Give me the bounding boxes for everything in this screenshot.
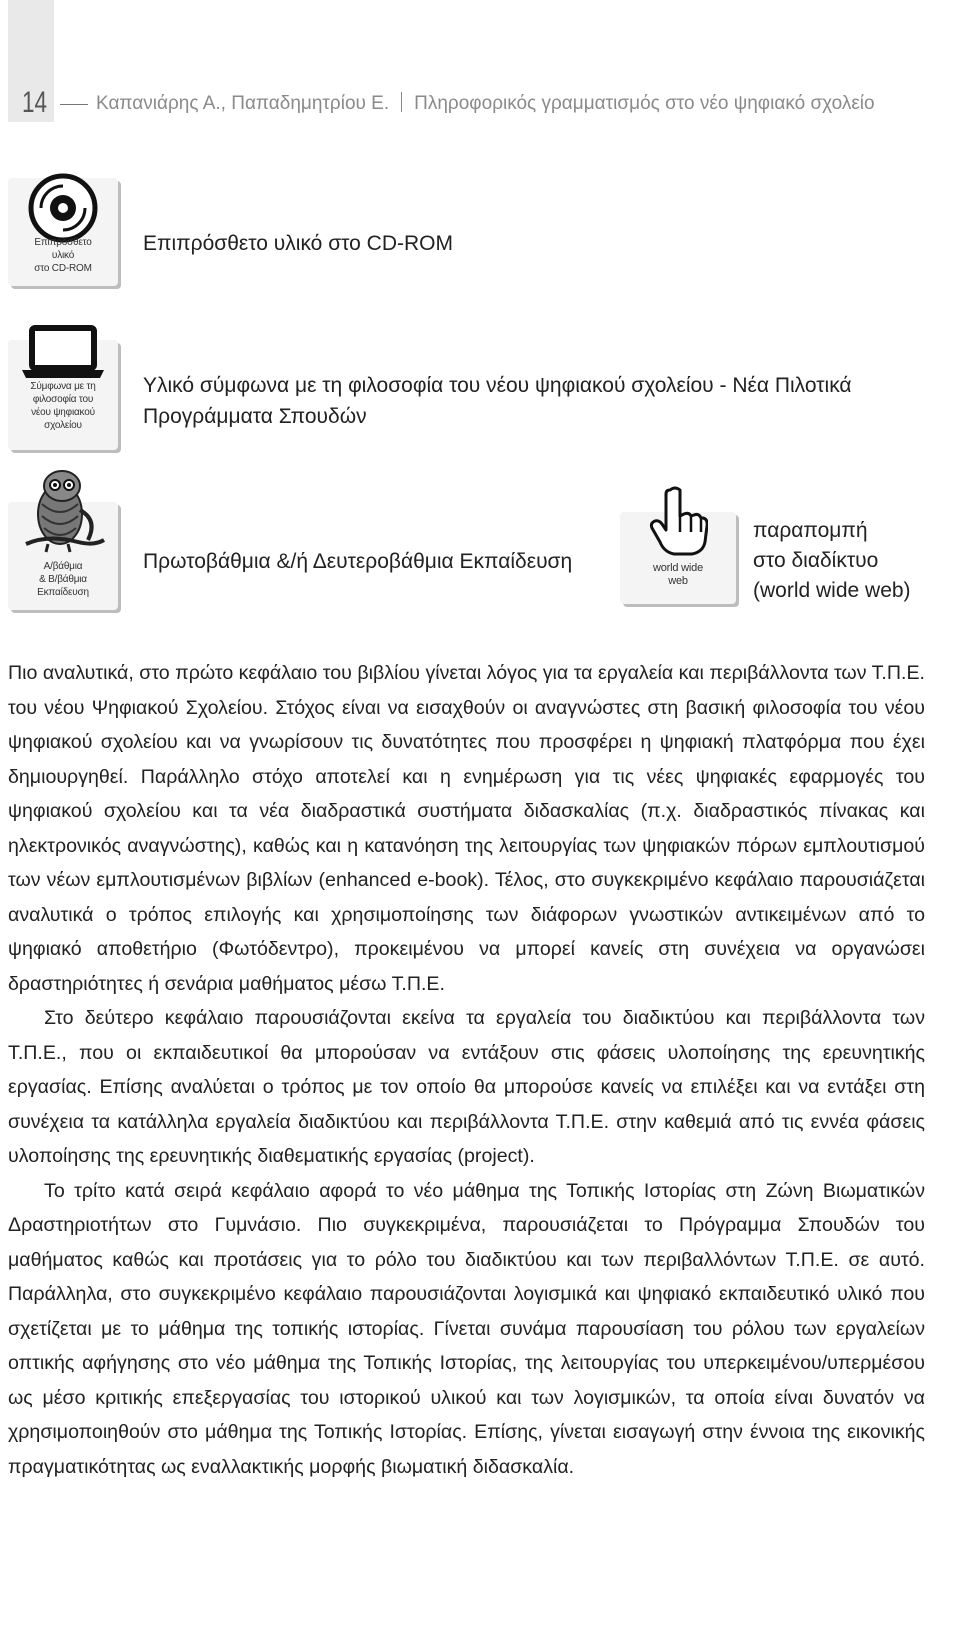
philosophy-caption-line: Σύμφωνα με τη	[30, 381, 96, 392]
owl-icon	[8, 464, 118, 556]
education-caption-line: Εκπαίδευση	[37, 587, 89, 598]
body-paragraph: Στο δεύτερο κεφάλαιο παρουσιάζονται εκείνα τα εργαλεία του διαδικτύου και περιβάλλοντα των Τ.Π.Ε., που οι εκπαιδευτικοί θα μπορούσαν να εντάξουν στις φάσεις υλοποίησης της ερευνητικής εργασίας. Επίσης αναλύεται ο τρόπος με τον οποίο θα μπορούσε κανείς να επιλέξει και να εντάξει στη συνέχεια τα κατάλληλα εργαλεία διαδικτύου και περιβάλλοντα Τ.Π.Ε. στην καθεμιά από τις εννέα φάσεις υλοποίησης της ερευνητικής διαθεματικής εργασίας (project).	[8, 1007, 925, 1167]
www-text-line: παραπομπή	[753, 519, 868, 542]
www-badge	[620, 512, 736, 604]
philosophy-caption	[8, 380, 118, 432]
cdrom-caption	[8, 236, 118, 275]
philosophy-caption-line: φιλοσοφία του	[32, 394, 94, 405]
www-caption-line: world wide	[653, 562, 703, 574]
www-text-line: (world wide web)	[753, 579, 911, 602]
cdrom-caption-line: στο CD-ROM	[34, 263, 92, 274]
education-caption-line: & Β/βάθμια	[39, 574, 87, 585]
philosophy-badge	[8, 340, 118, 450]
www-text	[753, 516, 911, 606]
header-separator	[401, 92, 402, 112]
header-rule	[60, 104, 88, 105]
education-caption	[8, 560, 118, 599]
philosophy-text	[143, 370, 852, 432]
laptop-icon	[8, 324, 118, 380]
hand-pointer-icon	[620, 486, 736, 556]
body-text	[8, 656, 925, 1484]
cdrom-text: Επιπρόσθετο υλικό στο CD-ROM	[143, 232, 453, 255]
cdrom-badge	[8, 178, 118, 286]
education-caption-line: Α/βάθμια	[43, 561, 83, 572]
www-caption-line: web	[668, 575, 688, 587]
cdrom-caption-line: υλικό	[51, 250, 75, 261]
page-number: 14	[22, 86, 48, 119]
running-header	[96, 92, 875, 115]
education-text: Πρωτοβάθμια &/ή Δευτεροβάθμια Εκπαίδευση	[143, 550, 573, 573]
philosophy-text-line: Υλικό σύμφωνα με τη φιλοσοφία του νέου ψηφιακού σχολείου - Νέα Πιλοτικά	[143, 374, 852, 397]
cdrom-caption-line: Επιπρόσθετο	[34, 237, 92, 248]
philosophy-text-line: Προγράμματα Σπουδών	[143, 405, 367, 428]
philosophy-caption-line: νέου ψηφιακού	[31, 407, 95, 418]
www-text-line: στο διαδίκτυο	[753, 549, 879, 572]
body-paragraph: Πιο αναλυτικά, στο πρώτο κεφάλαιο του βιβλίου γίνεται λόγος για τα εργαλεία και περιβάλλοντα των Τ.Π.Ε. του νέου Ψηφιακού Σχολείου. Στόχος είναι να εισαχθούν οι αναγνώστες στη βασική φιλοσοφία του νέου ψηφιακού σχολείου και να γνωρίσουν τις δυνατότητες που προσφέρει η ψηφιακή πλατφόρμα που έχει δημιουργηθεί. Παράλληλο στόχο αποτελεί και η ενημέρωση για τις νέες ψηφιακές εφαρμογές του ψηφιακού σχολείου και τα νέα διαδραστικά συστήματα διδασκαλίας (π.χ. διαδραστικός πίνακας και ηλεκτρονικός αναγνώστης), καθώς και η κατανόηση της λειτουργίας των ψηφιακών πόρων εμπλουτισμού των νέων εμπλουτισμένων βιβλίων (enhanced e-book). Τέλος, στο συγκεκριμένο κεφάλαιο παρουσιάζεται αναλυτικά ο τρόπος επιλογής και χρησιμοποίησης των διάφορων γνωστικών αντικειμένων από το ψηφιακό αποθετήριο (Φωτόδεντρο), προκειμένου να μπορεί κανείς στη συνέχεια να οργανώσει δραστηριότητες ή σενάρια μαθήματος μέσω Τ.Π.Ε.	[8, 662, 925, 995]
www-caption	[620, 562, 736, 588]
header-book-title: Πληροφορικός γραμματισμός στο νέο ψηφιακό σχολείο	[414, 93, 875, 114]
education-badge	[8, 502, 118, 610]
philosophy-caption-line: σχολείου	[44, 420, 82, 431]
header-authors: Καπανιάρης Α., Παπαδημητρίου Ε.	[96, 93, 390, 114]
body-paragraph: Το τρίτο κατά σειρά κεφάλαιο αφορά το νέο μάθημα της Τοπικής Ιστορίας στη Ζώνη Βιωματικών Δραστηριοτήτων στο Γυμνάσιο. Πιο συγκεκριμένα, παρουσιάζεται το Πρόγραμμα Σπουδών του μαθήματος καθώς και προτάσεις για το ρόλο του διαδικτύου και των περιβαλλόντων Τ.Π.Ε. σε αυτό. Παράλληλα, στο συγκεκριμένο κεφάλαιο παρουσιάζονται λογισμικά και ψηφιακό εκπαιδευτικό υλικό που σχετίζεται με το μάθημα της τοπικής ιστορίας. Γίνεται συνάμα παρουσίαση του ρόλου των εργαλείων οπτικής αφήγησης στο νέο μάθημα της Τοπικής Ιστορίας, της λειτουργίας του υπερκειμένου/υπερμέσου ως μέσο κριτικής επεξεργασίας του ιστορικού υλικού και των λογισμικών, τα οποία είναι δυνατόν να χρησιμοποιηθούν στο μάθημα της Τοπικής Ιστορίας. Επίσης, γίνεται εισαγωγή στην έννοια της εικονικής πραγματικότητας ως εναλλακτικής μορφής βιωματική διδασκαλία.	[8, 1179, 925, 1478]
cd-icon	[8, 172, 118, 244]
